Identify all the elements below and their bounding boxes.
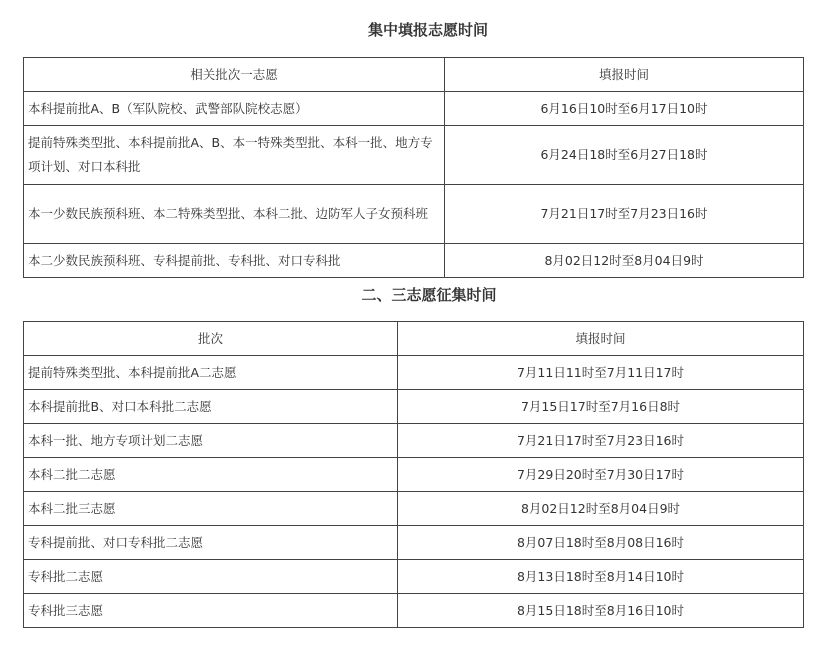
time-cell: 7月11日11时至7月11日17时	[398, 356, 804, 390]
table-row	[24, 594, 804, 628]
table-row	[24, 560, 804, 594]
time-cell: 7月29日20时至7月30日17时	[398, 458, 804, 492]
batch-cell: 专科批二志愿	[24, 560, 398, 594]
time-cell: 7月15日17时至7月16日8时	[398, 390, 804, 424]
table-row	[24, 126, 804, 185]
column-header-time: 填报时间	[445, 58, 804, 92]
table-row	[24, 526, 804, 560]
batch-cell: 提前特殊类型批、本科提前批A、B、本一特殊类型批、本科一批、地方专项计划、对口本科批	[24, 126, 445, 185]
table-row	[24, 356, 804, 390]
time-cell: 8月02日12时至8月04日9时	[445, 244, 804, 278]
batch-cell: 提前特殊类型批、本科提前批A二志愿	[24, 356, 398, 390]
time-cell: 8月02日12时至8月04日9时	[398, 492, 804, 526]
time-cell: 6月16日10时至6月17日10时	[445, 92, 804, 126]
batch-cell: 本科二批三志愿	[24, 492, 398, 526]
time-cell: 6月24日18时至6月27日18时	[445, 126, 804, 185]
table-row	[24, 424, 804, 458]
table-row	[24, 458, 804, 492]
supplementary-filling-table	[23, 321, 804, 628]
column-header-batch: 批次	[24, 322, 398, 356]
column-header-time: 填报时间	[398, 322, 804, 356]
batch-cell: 本科提前批A、B（军队院校、武警部队院校志愿）	[24, 92, 445, 126]
section-title-supplementary-filling: 二、三志愿征集时间	[361, 286, 497, 304]
centralized-filling-table	[23, 57, 804, 278]
table-row	[24, 92, 804, 126]
table-row	[24, 492, 804, 526]
batch-cell: 专科批三志愿	[24, 594, 398, 628]
section-title-centralized-filling: 集中填报志愿时间	[367, 21, 488, 39]
table-row	[24, 244, 804, 278]
table-header-row	[24, 322, 804, 356]
table-row	[24, 185, 804, 244]
time-cell: 8月15日18时至8月16日10时	[398, 594, 804, 628]
time-cell: 7月21日17时至7月23日16时	[445, 185, 804, 244]
table-header-row	[24, 58, 804, 92]
time-cell: 7月21日17时至7月23日16时	[398, 424, 804, 458]
batch-cell: 专科提前批、对口专科批二志愿	[24, 526, 398, 560]
column-header-batch: 相关批次一志愿	[24, 58, 445, 92]
time-cell: 8月07日18时至8月08日16时	[398, 526, 804, 560]
batch-cell: 本二少数民族预科班、专科提前批、专科批、对口专科批	[24, 244, 445, 278]
batch-cell: 本科二批二志愿	[24, 458, 398, 492]
batch-cell: 本一少数民族预科班、本二特殊类型批、本科二批、边防军人子女预科班	[24, 185, 445, 244]
batch-cell: 本科提前批B、对口本科批二志愿	[24, 390, 398, 424]
time-cell: 8月13日18时至8月14日10时	[398, 560, 804, 594]
table-row	[24, 390, 804, 424]
batch-cell: 本科一批、地方专项计划二志愿	[24, 424, 398, 458]
